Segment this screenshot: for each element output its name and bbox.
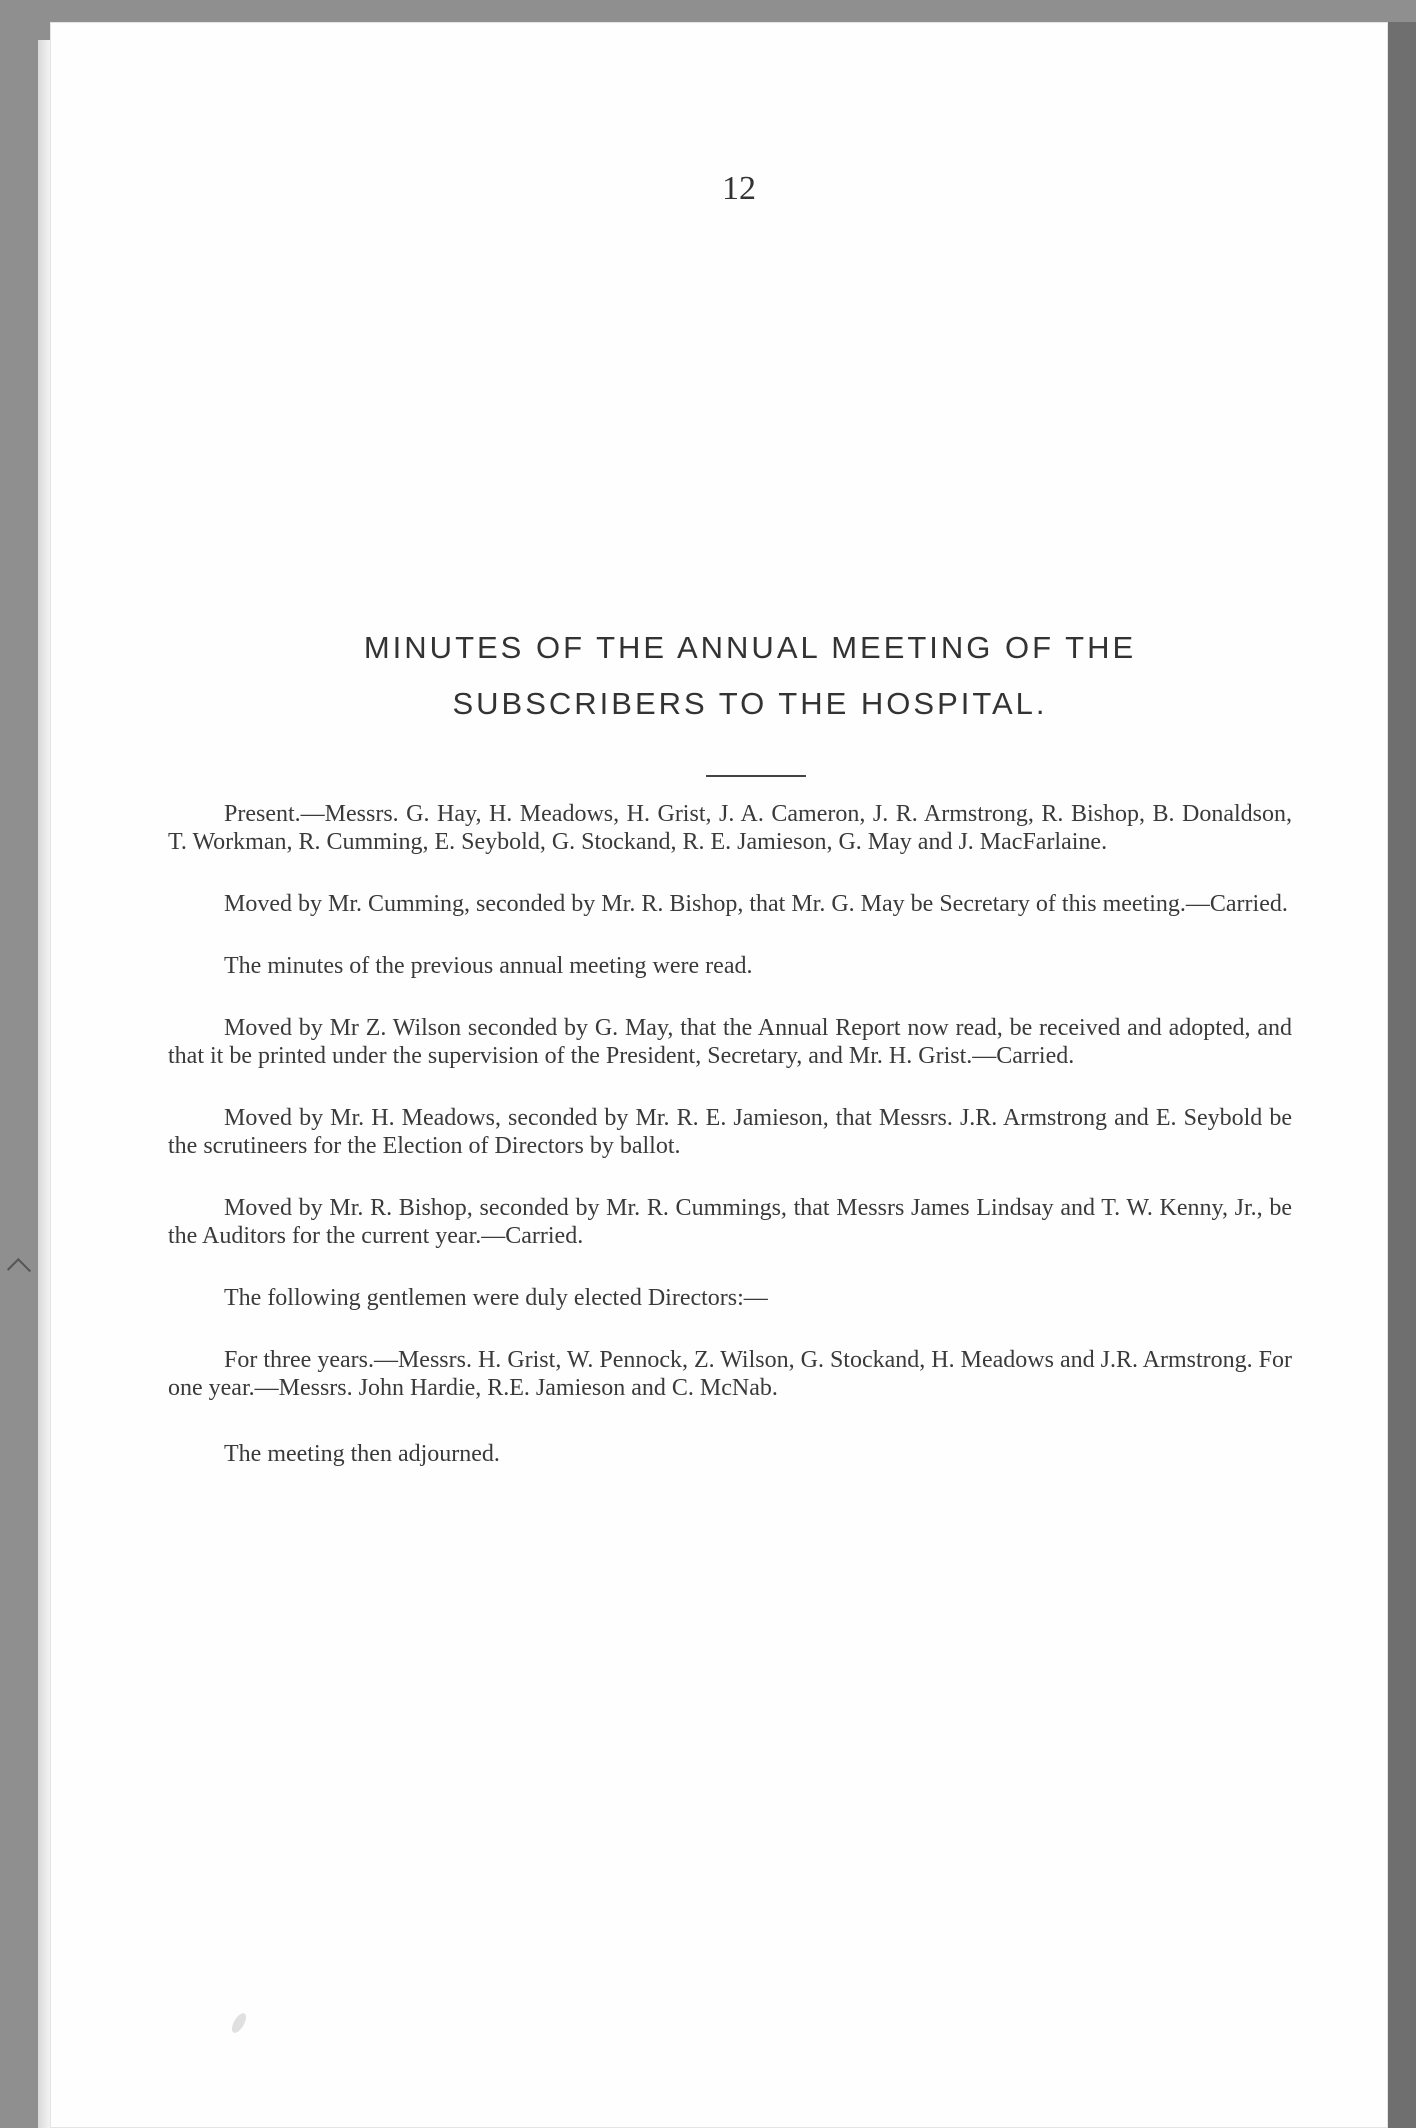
minutes-body	[168, 800, 1292, 1502]
paragraph-directors-intro: The following gentlemen were duly elected Directors:—	[224, 1285, 768, 1311]
scan-right-border	[1388, 22, 1416, 2128]
paragraph-adjourned: The meeting then adjourned.	[224, 1441, 500, 1467]
paragraph-present: Present.—Messrs. G. Hay, H. Meadows, H. Grist, J. A. Cameron, J. R. Armstrong, R. Bishop, B. Donaldson, T. Workman, R. Cumming, E. Seybold, G. Stockand, R. E. Jamieson, G. May and J. MacFarlaine.	[168, 801, 1292, 855]
paragraph-secretary-motion: Moved by Mr. Cumming, seconded by Mr. R. Bishop, that Mr. G. May be Secretary of this meeting.—Carried.	[224, 891, 1288, 917]
paragraph-auditors-motion: Moved by Mr. R. Bishop, seconded by Mr. R. Cummings, that Messrs James Lindsay and T. W. Kenny, Jr., be the Auditors for the current year.—Carried.	[168, 1195, 1292, 1249]
title-line-2: SUBSCRIBERS TO THE HOSPITAL.	[452, 686, 1048, 721]
title-divider	[706, 775, 806, 777]
paper-speck	[229, 2011, 249, 2035]
paragraph-directors-list: For three years.—Messrs. H. Grist, W. Pennock, Z. Wilson, G. Stockand, H. Meadows and J.R. Armstrong. For one year.—Messrs. John Hardie, R.E. Jamieson and C. McNab.	[168, 1347, 1292, 1401]
title-line-1: MINUTES OF THE ANNUAL MEETING OF THE	[363, 630, 1137, 665]
page-number: 12	[722, 170, 756, 207]
paragraph-scrutineers-motion: Moved by Mr. H. Meadows, seconded by Mr. R. E. Jamieson, that Messrs. J.R. Armstrong and E. Seybold be the scrutineers for the Election of Directors by ballot.	[168, 1105, 1292, 1159]
page-edge	[38, 40, 50, 2128]
paragraph-minutes-read: The minutes of the previous annual meeting were read.	[224, 953, 753, 979]
page-title	[200, 620, 1300, 732]
paragraph-report-motion: Moved by Mr Z. Wilson seconded by G. May, that the Annual Report now read, be received and adopted, and that it be printed under the supervision of the President, Secretary, and Mr. H. Grist.—Carried.	[168, 1015, 1292, 1069]
